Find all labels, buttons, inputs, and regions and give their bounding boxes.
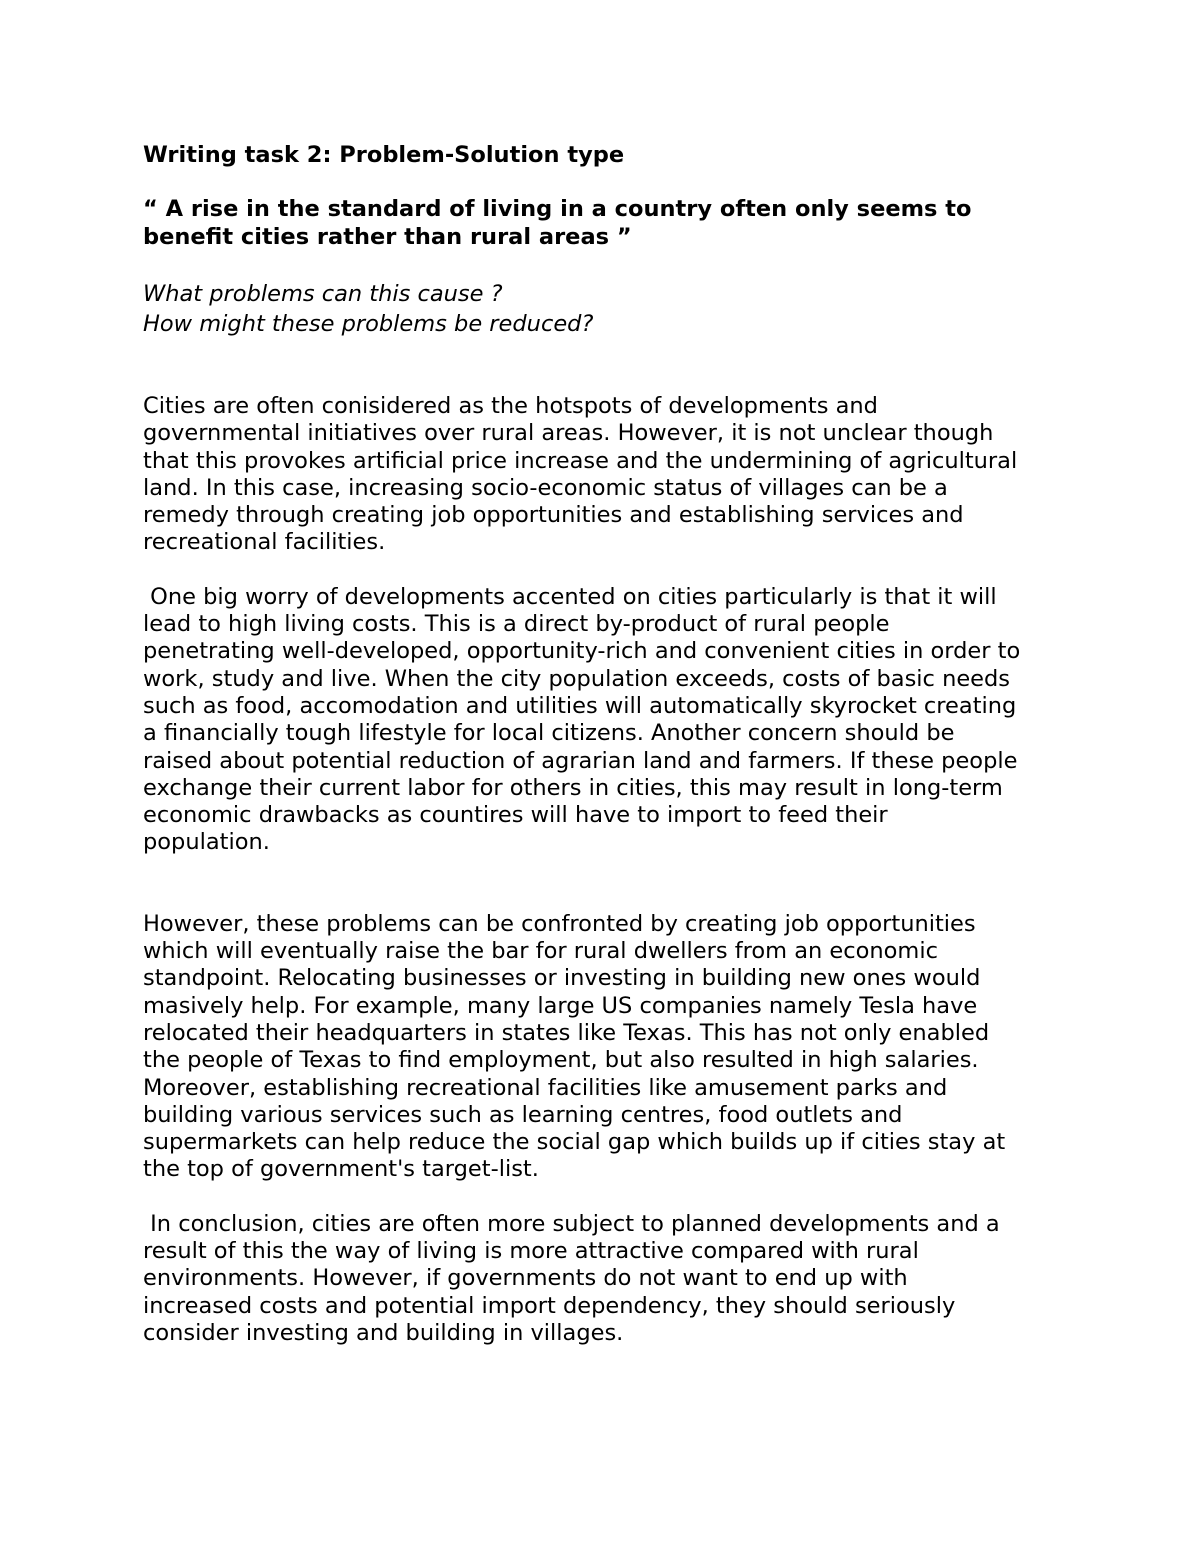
text-line: increased costs and potential import dependency, they should seriously — [143, 1292, 956, 1319]
text-line: such as food, accomodation and utilities will automatically skyrocket creating — [143, 692, 1017, 719]
text-line: One big worry of developments accented on cities particularly is that it will — [143, 583, 997, 610]
text-line: masively help. For example, many large US companies namely Tesla have — [143, 992, 978, 1019]
text-line: economic drawbacks as countires will have to import to feed their — [143, 802, 888, 829]
task-prompt — [143, 195, 1078, 251]
essay — [143, 393, 1078, 1347]
prompt-line: benefit cities rather than rural areas ” — [143, 224, 632, 250]
text-line: governmental initiatives over rural areas. However, it is not unclear though — [143, 420, 994, 447]
prompt-line: “ A rise in the standard of living in a country often only seems to — [143, 196, 972, 222]
text-line: Cities are often conisidered as the hotspots of developments and — [143, 393, 878, 419]
text-line: Moreover, establishing recreational facilities like amusement parks and — [143, 1074, 948, 1101]
question-line: What problems can this cause ? — [143, 281, 503, 307]
text-line: supermarkets can help reduce the social gap which builds up if cities stay at — [143, 1129, 1006, 1156]
document-body — [143, 141, 1078, 1347]
text-line: a financially tough lifestyle for local citizens. Another concern should be — [143, 720, 955, 747]
text-line: remedy through creating job opportunities and establishing services and — [143, 502, 964, 529]
essay-introduction — [143, 393, 1078, 557]
essay-conclusion — [143, 1211, 1078, 1347]
text-line: However, these problems can be confronted by creating job opportunities — [143, 910, 976, 937]
text-line: lead to high living costs. This is a direct by-product of rural people — [143, 611, 890, 638]
text-line: standpoint. Relocating businesses or investing in building new ones would — [143, 965, 981, 992]
task-questions — [143, 279, 1078, 339]
text-line: land. In this case, increasing socio-economic status of villages can be a — [143, 474, 948, 501]
text-line: the top of government's target-list. — [143, 1156, 539, 1183]
question-line: How might these problems be reduced? — [143, 311, 594, 337]
text-line: work, study and live. When the city population exceeds, costs of basic needs — [143, 665, 1011, 692]
text-line: In conclusion, cities are often more subject to planned developments and a — [143, 1210, 1000, 1237]
text-line: the people of Texas to find employment, but also resulted in high salaries. — [143, 1047, 979, 1074]
text-line: which will eventually raise the bar for rural dwellers from an economic — [143, 938, 938, 965]
text-line: environments. However, if governments do not want to end up with — [143, 1265, 908, 1292]
text-line: penetrating well-developed, opportunity-rich and convenient cities in order to — [143, 638, 1021, 665]
page-title: Writing task 2: Problem-Solution type — [143, 142, 625, 168]
essay-body-solutions — [143, 911, 1078, 1184]
text-line: raised about potential reduction of agrarian land and farmers. If these people — [143, 747, 1018, 774]
text-line: recreational facilities. — [143, 529, 386, 556]
text-line: exchange their current labor for others in cities, this may result in long-term — [143, 774, 1003, 801]
text-line: that this provokes artificial price increase and the undermining of agricultural — [143, 447, 1018, 474]
essay-body-problems — [143, 584, 1078, 857]
text-line: consider investing and building in villages. — [143, 1319, 624, 1346]
text-line: relocated their headquarters in states like Texas. This has not only enabled — [143, 1019, 990, 1046]
text-line: result of this the way of living is more attractive compared with rural — [143, 1238, 919, 1265]
text-line: population. — [143, 829, 270, 856]
text-line: building various services such as learning centres, food outlets and — [143, 1101, 903, 1128]
